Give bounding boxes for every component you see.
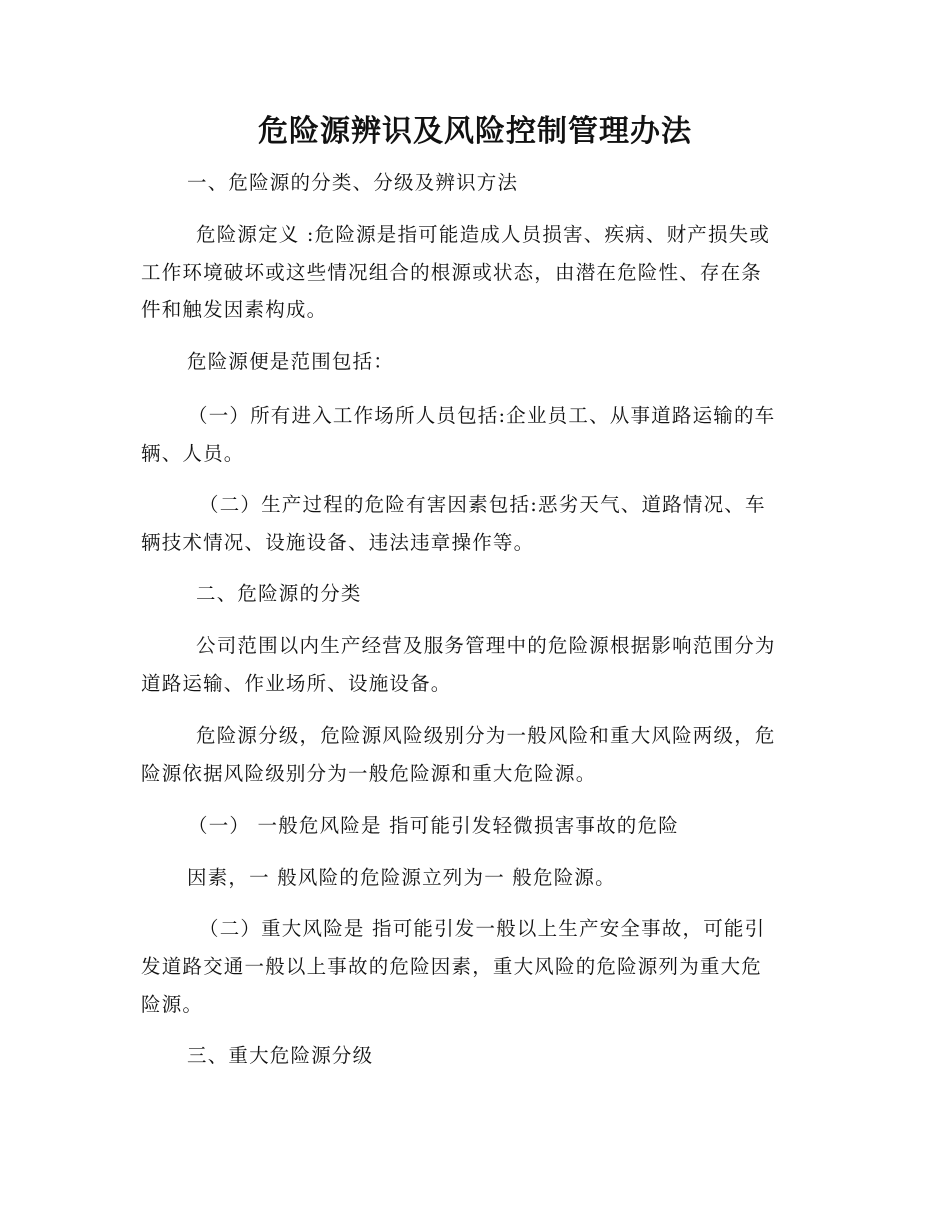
paragraph-line: 辆、人员。 bbox=[141, 442, 245, 465]
paragraph-line: 件和触发因素构成。 bbox=[141, 298, 328, 321]
section-heading-1: 一、危险源的分类、分级及辨识方法 bbox=[187, 171, 519, 194]
paragraph-line: 公司范围以内生产经营及服务管理中的危险源根据影响范围分为 bbox=[196, 634, 776, 657]
paragraph-line: 危险源定义 :危险源是指可能造成人员损害、疾病、财产损失或 bbox=[196, 223, 771, 246]
paragraph-line: 因素，一 般风险的危险源立列为一 般危险源。 bbox=[187, 866, 616, 889]
paragraph-line: 危险源分级，危险源风险级别分为一般风险和重大风险两级，危 bbox=[196, 724, 776, 747]
paragraph-line: 辆技术情况、设施设备、违法违章操作等。 bbox=[141, 531, 535, 554]
section-heading-2: 二、危险源的分类 bbox=[196, 582, 362, 605]
document-title: 危险源辨识及风险控制管理办法 bbox=[258, 114, 692, 149]
paragraph-line: 险源。 bbox=[141, 993, 204, 1016]
paragraph-line: 发道路交通一般以上事故的危险因素，重大风险的危险源列为重大危 bbox=[141, 955, 763, 978]
paragraph-line: （一）所有进入工作场所人员包括:企业员工、从事道路运输的车 bbox=[188, 404, 776, 427]
paragraph-line: 险源依据风险级别分为一般危险源和重大危险源。 bbox=[141, 762, 597, 785]
paragraph-line: （二）重大风险是 指可能引发一般以上生产安全事故，可能引 bbox=[199, 917, 766, 940]
section-heading-3: 三、重大危险源分级 bbox=[187, 1044, 374, 1067]
paragraph-line: （一） 一般危风险是 指可能引发轻微损害事故的危险 bbox=[188, 814, 679, 837]
paragraph-line: （二）生产过程的危险有害因素包括:恶劣天气、道路情况、车 bbox=[199, 493, 766, 516]
paragraph-line: 危险源便是范围包括： bbox=[187, 350, 395, 373]
paragraph-line: 道路运输、作业场所、设施设备。 bbox=[141, 672, 452, 695]
paragraph-line: 工作环境破坏或这些情况组合的根源或状态，由潜在危险性、存在条 bbox=[141, 261, 763, 284]
